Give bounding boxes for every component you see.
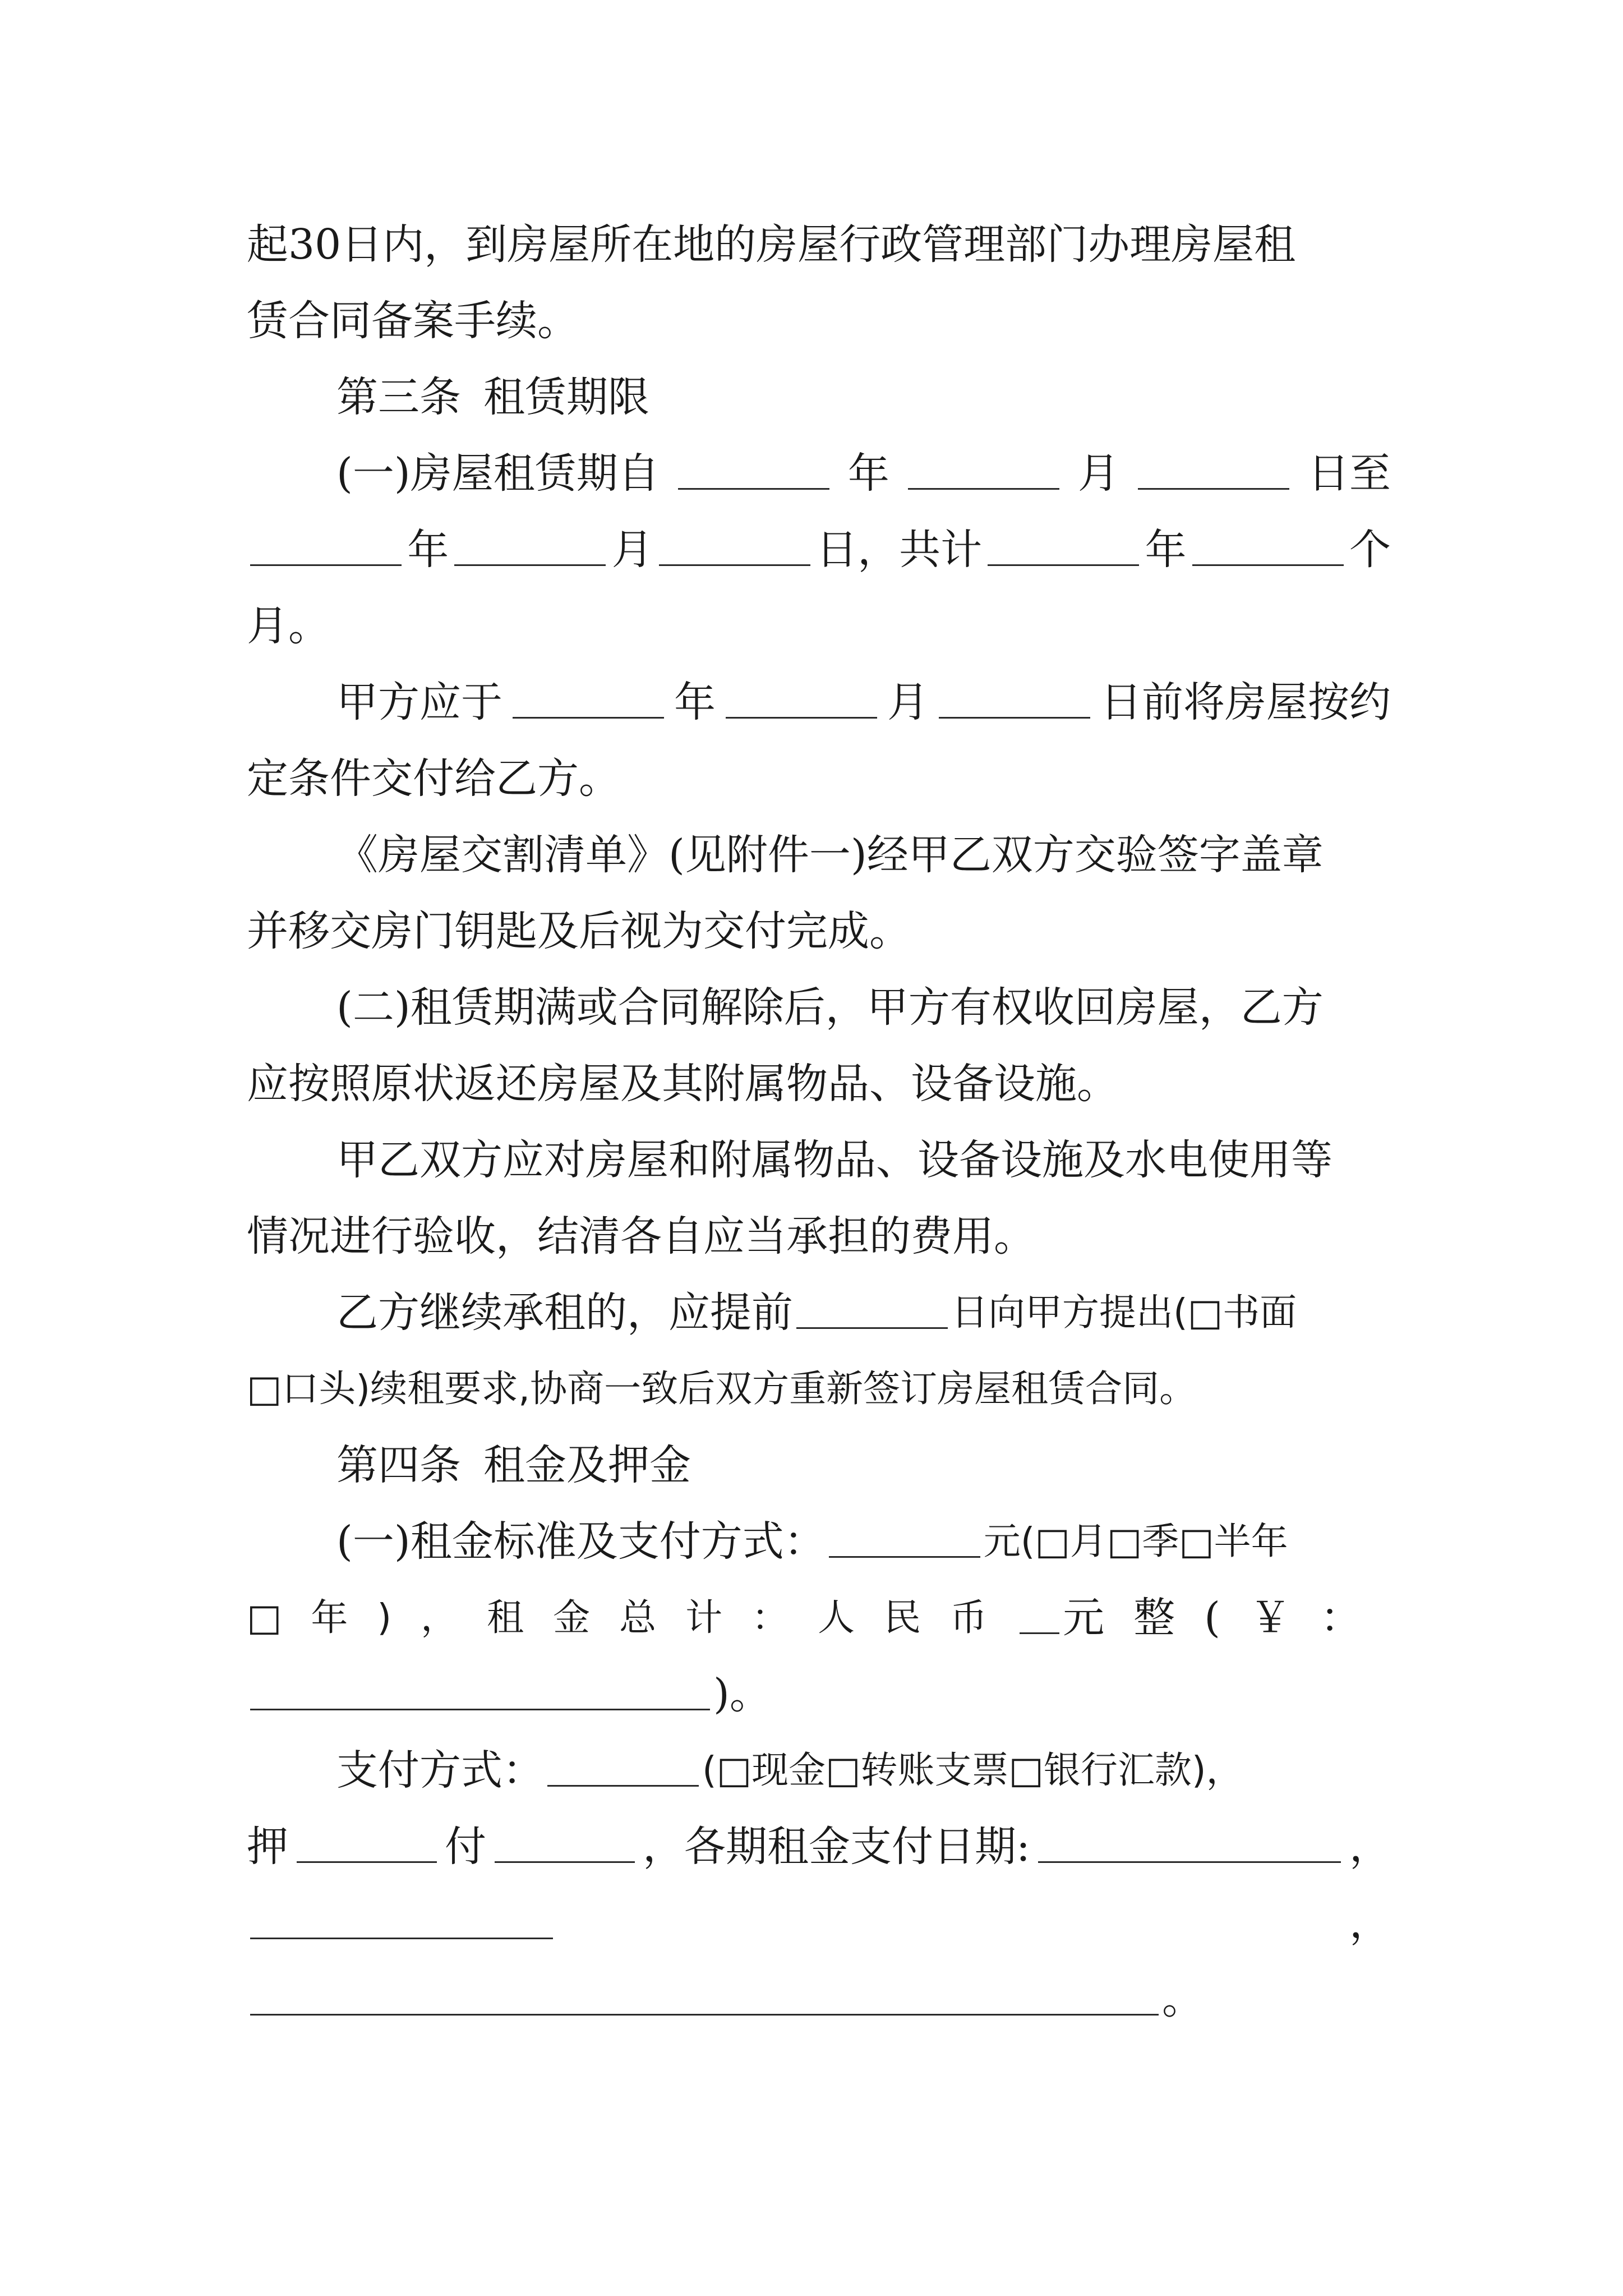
paragraph-text: 乙方继续承租的，应提前 [336,1289,793,1337]
paragraph-text: 甲乙双方应对房屋和附属物品、设备设施及水电使用等 [336,1136,1332,1184]
text-line [247,903,1391,959]
fill-blank[interactable] [659,525,810,566]
paragraph-text: )。 [713,1670,771,1718]
fill-blank[interactable] [988,525,1139,566]
paragraph-text: 应按照原状返还房屋及其附属物品、设备设施。 [247,1060,1118,1108]
text-line [247,598,1391,654]
text-line [247,1208,1391,1264]
text-line [336,827,1391,883]
text-line [336,1513,1391,1570]
fill-blank[interactable] [1020,1593,1059,1634]
fill-blank[interactable] [829,1517,980,1558]
paragraph-text: 。 [1162,1975,1204,2023]
text-line [336,1285,1391,1341]
fill-blank[interactable] [454,525,606,566]
paragraph-text: (一)租金标准及支付方式： [336,1517,826,1566]
fill-blank[interactable] [297,1822,437,1863]
paragraph-text: 日前将房屋按约 [1100,678,1391,726]
paragraph-text: 押 [247,1823,288,1871]
article-heading [336,369,1391,425]
fill-blank[interactable] [1038,1822,1341,1863]
paragraph-text: 月。 [247,602,330,650]
text-line [247,1590,1391,1646]
article-title: 租金及押金 [483,1441,691,1489]
paragraph-text: 元(□月□季□半年 [983,1520,1288,1563]
fill-blank[interactable] [250,1669,710,1710]
fill-blank[interactable] [250,1975,1159,2016]
paragraph-text: 月 [611,526,653,574]
text-line [336,1742,1391,1798]
fill-blank[interactable] [1192,525,1344,566]
text-line [336,445,1391,501]
paragraph-text: (□现金□转账支票□银行汇款)， [702,1749,1243,1792]
text-line [247,522,1391,578]
text-line [247,1056,1391,1112]
text-line [247,1971,1391,2027]
article-title: 租赁期限 [483,373,649,421]
fill-blank[interactable] [495,1822,635,1863]
text-line [247,1895,1391,1951]
text-line [247,217,1391,273]
paragraph-text: 支付方式： [336,1746,544,1795]
paragraph-text: □年)，租金总计：人民币 [247,1596,1017,1639]
text-line [336,1132,1391,1188]
paragraph-text: 年 [674,678,716,726]
paragraph-text: 《房屋交割清单》(见附件一)经甲乙双方交验签字盖章 [336,831,1324,879]
paragraph-text: 赁合同备案手续。 [247,297,579,345]
paragraph-text: 日，共计 [816,526,983,574]
paragraph-text: 年 [1145,526,1187,574]
text-line [247,1361,1391,1417]
paragraph-text: ， [1349,1899,1391,1947]
paragraph-text: 月 [887,678,929,726]
fill-blank[interactable] [250,1898,553,1939]
paragraph-text: 情况进行验收，结清各自应当承担的费用。 [247,1212,1035,1260]
paragraph-text: 日至 [1307,449,1391,498]
paragraph-text: ，各期租金支付日期: [643,1823,1030,1871]
fill-blank[interactable] [678,449,829,490]
paragraph-text: 并移交房门钥匙及后视为交付完成。 [247,907,911,955]
paragraph-text: □口头)续租要求,协商一致后双方重新签订房屋租赁合同。 [247,1367,1197,1410]
paragraph-text: 月 [1077,449,1119,498]
text-line [247,1819,1391,1875]
paragraph-text: 甲方应于 [336,678,502,726]
fill-blank[interactable] [1138,449,1289,490]
paragraph-text: 起30日内，到房屋所在地的房屋行政管理部门办理房屋租 [247,220,1296,269]
paragraph-text: 年 [847,449,889,498]
text-line [336,979,1391,1036]
fill-blank[interactable] [939,678,1090,719]
article-heading [336,1437,1391,1493]
paragraph-text: 年 [407,526,449,574]
paragraph-text: 付 [445,1823,486,1871]
fill-blank[interactable] [908,449,1059,490]
article-number: 第四条 [336,1441,461,1489]
paragraph-text: 元整(￥： [1063,1594,1391,1642]
paragraph-text: (二)租赁期满或合同解除后，甲方有权收回房屋，乙方 [336,983,1324,1032]
fill-blank[interactable] [250,525,402,566]
text-line [247,751,1391,807]
fill-blank[interactable] [547,1746,699,1787]
text-line [247,1666,1391,1722]
paragraph-text: 定条件交付给乙方。 [247,754,620,803]
article-number: 第三条 [336,373,461,421]
text-line [336,674,1391,730]
fill-blank[interactable] [796,1288,948,1329]
paragraph-text: (一)房屋租赁期自 [336,449,660,498]
paragraph-text: ， [1349,1823,1391,1871]
paragraph-text: 个 [1349,526,1391,574]
text-line [247,293,1391,349]
fill-blank[interactable] [513,678,664,719]
fill-blank[interactable] [726,678,877,719]
paragraph-text: 日向甲方提出(□书面 [951,1291,1297,1334]
